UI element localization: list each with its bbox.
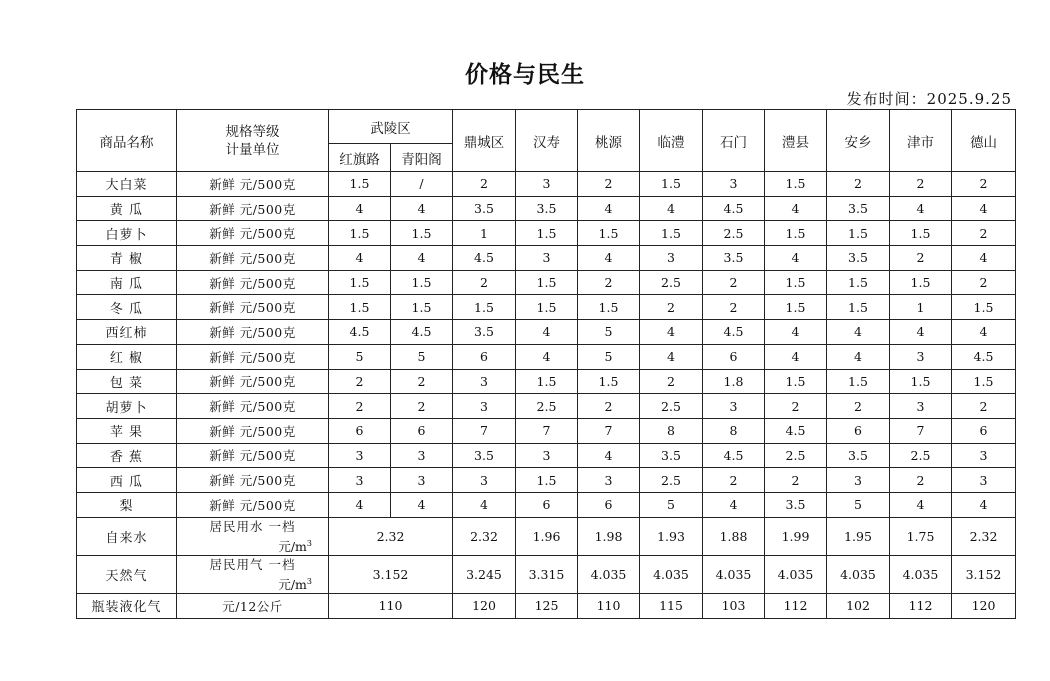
item-name: 自来水 <box>77 517 177 555</box>
item-name: 红 椒 <box>77 344 177 369</box>
price-cell: 5 <box>578 344 640 369</box>
price-cell: 1.95 <box>827 517 890 555</box>
price-cell: 110 <box>578 593 640 618</box>
price-cell: 3 <box>453 394 516 419</box>
price-cell: 3.5 <box>453 320 516 345</box>
header-district: 临澧 <box>640 110 703 172</box>
price-cell: 3 <box>890 394 952 419</box>
price-cell: 3.5 <box>640 443 703 468</box>
price-cell: 3.5 <box>765 492 827 517</box>
price-cell: 1.88 <box>703 517 765 555</box>
price-cell: 1.8 <box>703 369 765 394</box>
item-name: 胡萝卜 <box>77 394 177 419</box>
price-cell: 2 <box>703 295 765 320</box>
price-cell: 4.5 <box>765 418 827 443</box>
price-cell: 2 <box>640 295 703 320</box>
price-cell: 125 <box>516 593 578 618</box>
price-cell: 2 <box>952 270 1016 295</box>
header-district: 桃源 <box>578 110 640 172</box>
price-cell-wuling: 110 <box>329 593 453 618</box>
price-cell: 4 <box>516 344 578 369</box>
price-cell: 1.5 <box>578 369 640 394</box>
price-cell: 115 <box>640 593 703 618</box>
item-name: 香 蕉 <box>77 443 177 468</box>
price-cell: 2 <box>578 394 640 419</box>
table-row <box>77 394 1016 419</box>
price-cell: 1.5 <box>765 221 827 246</box>
header-district: 汉寿 <box>516 110 578 172</box>
page-title: 价格与民生 <box>465 62 585 88</box>
price-cell: 3 <box>827 468 890 493</box>
price-cell: 4.035 <box>703 555 765 593</box>
table-row <box>77 555 1016 593</box>
price-cell: 103 <box>703 593 765 618</box>
price-cell: 3 <box>453 468 516 493</box>
header-district: 澧县 <box>765 110 827 172</box>
price-cell: 102 <box>827 593 890 618</box>
item-spec: 新鲜 元/500克 <box>177 369 329 394</box>
price-cell: 4 <box>765 196 827 221</box>
item-spec: 新鲜 元/500克 <box>177 468 329 493</box>
price-cell: 6 <box>453 344 516 369</box>
item-name: 黄 瓜 <box>77 196 177 221</box>
item-spec: 新鲜 元/500克 <box>177 246 329 271</box>
price-cell: 1.5 <box>578 295 640 320</box>
item-spec <box>177 517 329 555</box>
header-spec <box>177 110 329 172</box>
header-district: 德山 <box>952 110 1016 172</box>
price-cell: 3 <box>516 246 578 271</box>
item-name: 梨 <box>77 492 177 517</box>
item-spec: 新鲜 元/500克 <box>177 394 329 419</box>
price-cell: 1.5 <box>578 221 640 246</box>
table-row <box>77 468 1016 493</box>
price-cell: 3 <box>890 344 952 369</box>
price-cell: 6 <box>827 418 890 443</box>
item-name: 大白菜 <box>77 172 177 197</box>
price-cell: 1.5 <box>516 468 578 493</box>
price-cell: 4 <box>890 196 952 221</box>
price-cell: 3 <box>578 468 640 493</box>
price-cell: 3 <box>640 246 703 271</box>
table-row <box>77 172 1016 197</box>
table-row <box>77 593 1016 618</box>
price-cell: 4.035 <box>578 555 640 593</box>
header-district: 津市 <box>890 110 952 172</box>
item-spec: 元/12公斤 <box>177 593 329 618</box>
header-spec-line1: 规格等级 <box>225 123 280 140</box>
price-cell: 3 <box>391 443 453 468</box>
item-name: 南 瓜 <box>77 270 177 295</box>
price-cell: 1.5 <box>391 221 453 246</box>
price-cell: 2.5 <box>890 443 952 468</box>
price-cell: 1.5 <box>827 270 890 295</box>
price-cell: 5 <box>391 344 453 369</box>
item-spec: 新鲜 元/500克 <box>177 320 329 345</box>
price-cell: 4 <box>890 320 952 345</box>
price-cell: 1.5 <box>765 270 827 295</box>
price-cell: 3 <box>952 468 1016 493</box>
price-cell: 1.5 <box>890 221 952 246</box>
price-cell: 4.035 <box>765 555 827 593</box>
price-cell: 3 <box>516 443 578 468</box>
price-cell: 1.5 <box>329 221 391 246</box>
price-cell: 6 <box>578 492 640 517</box>
price-cell: 2.5 <box>640 468 703 493</box>
price-cell: 1.5 <box>827 295 890 320</box>
price-cell: 4.5 <box>703 443 765 468</box>
spec-line1: 居民用气 一档 <box>209 556 296 572</box>
price-cell: 7 <box>578 418 640 443</box>
spec-unit: 元/m <box>278 576 307 592</box>
header-qingyangge: 青阳阁 <box>391 144 453 172</box>
item-spec: 新鲜 元/500克 <box>177 492 329 517</box>
price-cell: 3 <box>703 394 765 419</box>
price-cell: 2 <box>827 172 890 197</box>
price-cell: 120 <box>453 593 516 618</box>
price-cell: 4 <box>703 492 765 517</box>
item-spec: 新鲜 元/500克 <box>177 196 329 221</box>
item-name: 白萝卜 <box>77 221 177 246</box>
price-cell: 2 <box>391 369 453 394</box>
price-cell: 4 <box>453 492 516 517</box>
price-cell: 2.5 <box>516 394 578 419</box>
price-cell: 1.5 <box>516 295 578 320</box>
price-cell: 4 <box>329 196 391 221</box>
price-cell: 2 <box>827 394 890 419</box>
price-cell: 1.99 <box>765 517 827 555</box>
spec-line2 <box>177 535 328 555</box>
price-cell: 3.5 <box>827 246 890 271</box>
table-body <box>77 172 1016 619</box>
price-cell: / <box>391 172 453 197</box>
price-cell: 2 <box>640 369 703 394</box>
price-cell: 1.5 <box>329 295 391 320</box>
price-cell: 4 <box>329 492 391 517</box>
price-cell: 3 <box>329 443 391 468</box>
spec-unit-sup: 3 <box>306 538 312 548</box>
price-cell: 5 <box>640 492 703 517</box>
price-cell: 7 <box>453 418 516 443</box>
price-cell: 2 <box>453 172 516 197</box>
price-cell: 4.5 <box>391 320 453 345</box>
price-cell: 6 <box>703 344 765 369</box>
price-cell: 3.5 <box>453 196 516 221</box>
price-cell: 4 <box>640 344 703 369</box>
price-cell: 1.5 <box>952 369 1016 394</box>
price-cell: 1.5 <box>640 221 703 246</box>
price-cell: 5 <box>329 344 391 369</box>
price-cell: 2 <box>703 468 765 493</box>
price-cell: 1.5 <box>516 270 578 295</box>
price-cell: 2 <box>890 246 952 271</box>
price-cell: 3.5 <box>703 246 765 271</box>
price-cell: 4.5 <box>453 246 516 271</box>
price-cell: 4 <box>952 246 1016 271</box>
price-cell: 3 <box>329 468 391 493</box>
header-district: 安乡 <box>827 110 890 172</box>
price-cell: 3.245 <box>453 555 516 593</box>
price-cell: 6 <box>952 418 1016 443</box>
header-hongqilu: 红旗路 <box>329 144 391 172</box>
item-name: 西红柿 <box>77 320 177 345</box>
item-name: 天然气 <box>77 555 177 593</box>
price-cell: 2 <box>952 394 1016 419</box>
item-spec: 新鲜 元/500克 <box>177 221 329 246</box>
price-cell: 4.5 <box>703 320 765 345</box>
price-cell: 3.5 <box>516 196 578 221</box>
price-cell: 3 <box>952 443 1016 468</box>
price-cell: 2 <box>578 270 640 295</box>
price-cell: 3.5 <box>827 196 890 221</box>
header-name: 商品名称 <box>77 110 177 172</box>
price-cell: 7 <box>516 418 578 443</box>
price-cell: 1.5 <box>765 172 827 197</box>
price-cell: 1.75 <box>890 517 952 555</box>
price-cell: 2 <box>391 394 453 419</box>
price-cell: 4 <box>890 492 952 517</box>
item-spec: 新鲜 元/500克 <box>177 344 329 369</box>
price-cell: 2.5 <box>765 443 827 468</box>
header-wuling: 武陵区 <box>329 110 453 144</box>
price-cell: 3.152 <box>952 555 1016 593</box>
price-cell: 4.5 <box>703 196 765 221</box>
price-cell: 4 <box>827 320 890 345</box>
price-cell: 4 <box>765 344 827 369</box>
price-cell: 1.5 <box>453 295 516 320</box>
price-cell: 1.5 <box>391 295 453 320</box>
price-cell: 4 <box>578 443 640 468</box>
price-cell: 6 <box>329 418 391 443</box>
table-row <box>77 270 1016 295</box>
price-cell: 3 <box>453 369 516 394</box>
price-cell: 4 <box>391 492 453 517</box>
item-spec: 新鲜 元/500克 <box>177 172 329 197</box>
price-cell: 1.5 <box>827 369 890 394</box>
price-cell: 3.5 <box>827 443 890 468</box>
price-cell: 2.32 <box>453 517 516 555</box>
price-cell: 4 <box>952 196 1016 221</box>
price-cell: 1.5 <box>890 270 952 295</box>
price-cell: 2 <box>329 394 391 419</box>
price-cell: 4 <box>952 320 1016 345</box>
price-cell: 1.5 <box>765 295 827 320</box>
price-cell: 2 <box>765 468 827 493</box>
price-cell: 2 <box>765 394 827 419</box>
price-cell: 3.5 <box>453 443 516 468</box>
price-cell: 2.5 <box>640 270 703 295</box>
item-spec <box>177 555 329 593</box>
price-cell: 5 <box>578 320 640 345</box>
price-cell: 1.5 <box>640 172 703 197</box>
price-cell: 1.5 <box>890 369 952 394</box>
price-cell: 3 <box>391 468 453 493</box>
price-cell: 7 <box>890 418 952 443</box>
table-row <box>77 295 1016 320</box>
price-cell: 2.5 <box>640 394 703 419</box>
item-name: 青 椒 <box>77 246 177 271</box>
table-row <box>77 196 1016 221</box>
price-cell: 1.5 <box>329 172 391 197</box>
price-cell: 2.5 <box>703 221 765 246</box>
publish-time: 发布时间：2025.9.25 <box>846 90 1012 108</box>
spec-unit: 元/m <box>278 538 307 554</box>
price-cell: 1.96 <box>516 517 578 555</box>
price-cell: 1.5 <box>827 221 890 246</box>
price-cell: 8 <box>703 418 765 443</box>
price-table <box>76 109 1016 619</box>
item-name: 包 菜 <box>77 369 177 394</box>
item-spec: 新鲜 元/500克 <box>177 443 329 468</box>
price-cell: 2 <box>890 468 952 493</box>
price-cell: 4 <box>578 246 640 271</box>
price-cell: 4 <box>391 246 453 271</box>
price-cell: 4 <box>765 320 827 345</box>
price-cell: 4 <box>516 320 578 345</box>
table-row <box>77 443 1016 468</box>
price-cell: 2 <box>890 172 952 197</box>
item-spec: 新鲜 元/500克 <box>177 418 329 443</box>
item-spec: 新鲜 元/500克 <box>177 270 329 295</box>
price-cell: 2 <box>952 221 1016 246</box>
table-row <box>77 492 1016 517</box>
price-cell: 4 <box>329 246 391 271</box>
price-cell: 6 <box>516 492 578 517</box>
table-row <box>77 246 1016 271</box>
table-row <box>77 221 1016 246</box>
item-name: 瓶装液化气 <box>77 593 177 618</box>
price-cell: 3 <box>516 172 578 197</box>
table-row <box>77 517 1016 555</box>
price-cell: 1.5 <box>952 295 1016 320</box>
header-spec-line2: 计量单位 <box>225 141 280 158</box>
price-cell: 4 <box>765 246 827 271</box>
price-cell: 1.5 <box>391 270 453 295</box>
price-cell: 2 <box>329 369 391 394</box>
price-cell: 4 <box>640 320 703 345</box>
price-cell: 6 <box>391 418 453 443</box>
price-cell: 4 <box>640 196 703 221</box>
price-cell: 4 <box>952 492 1016 517</box>
table-row <box>77 344 1016 369</box>
price-cell: 5 <box>827 492 890 517</box>
price-cell: 2 <box>703 270 765 295</box>
price-cell: 8 <box>640 418 703 443</box>
price-cell: 4.5 <box>329 320 391 345</box>
price-cell: 4 <box>391 196 453 221</box>
price-cell: 1 <box>453 221 516 246</box>
price-cell: 2.32 <box>952 517 1016 555</box>
spec-line2 <box>177 573 328 593</box>
price-cell: 4.035 <box>827 555 890 593</box>
price-cell: 2 <box>578 172 640 197</box>
item-name: 西 瓜 <box>77 468 177 493</box>
table-row <box>77 418 1016 443</box>
price-cell: 4.035 <box>890 555 952 593</box>
price-cell: 3 <box>703 172 765 197</box>
header-district: 鼎城区 <box>453 110 516 172</box>
price-cell: 112 <box>765 593 827 618</box>
item-name: 冬 瓜 <box>77 295 177 320</box>
price-cell-wuling: 2.32 <box>329 517 453 555</box>
price-cell: 1.98 <box>578 517 640 555</box>
item-name: 苹 果 <box>77 418 177 443</box>
item-spec: 新鲜 元/500克 <box>177 295 329 320</box>
price-cell: 4 <box>578 196 640 221</box>
price-cell-wuling: 3.152 <box>329 555 453 593</box>
price-cell: 1.5 <box>329 270 391 295</box>
spec-line1: 居民用水 一档 <box>209 518 296 534</box>
price-cell: 120 <box>952 593 1016 618</box>
price-cell: 2 <box>952 172 1016 197</box>
header-district: 石门 <box>703 110 765 172</box>
price-cell: 4.035 <box>640 555 703 593</box>
table-row <box>77 320 1016 345</box>
price-cell: 1.93 <box>640 517 703 555</box>
table-row <box>77 369 1016 394</box>
price-cell: 4 <box>827 344 890 369</box>
price-cell: 1.5 <box>516 369 578 394</box>
price-cell: 2 <box>453 270 516 295</box>
price-cell: 1 <box>890 295 952 320</box>
price-cell: 1.5 <box>516 221 578 246</box>
spec-unit-sup: 3 <box>306 576 312 586</box>
price-cell: 112 <box>890 593 952 618</box>
price-cell: 3.315 <box>516 555 578 593</box>
price-cell: 4.5 <box>952 344 1016 369</box>
price-cell: 1.5 <box>765 369 827 394</box>
